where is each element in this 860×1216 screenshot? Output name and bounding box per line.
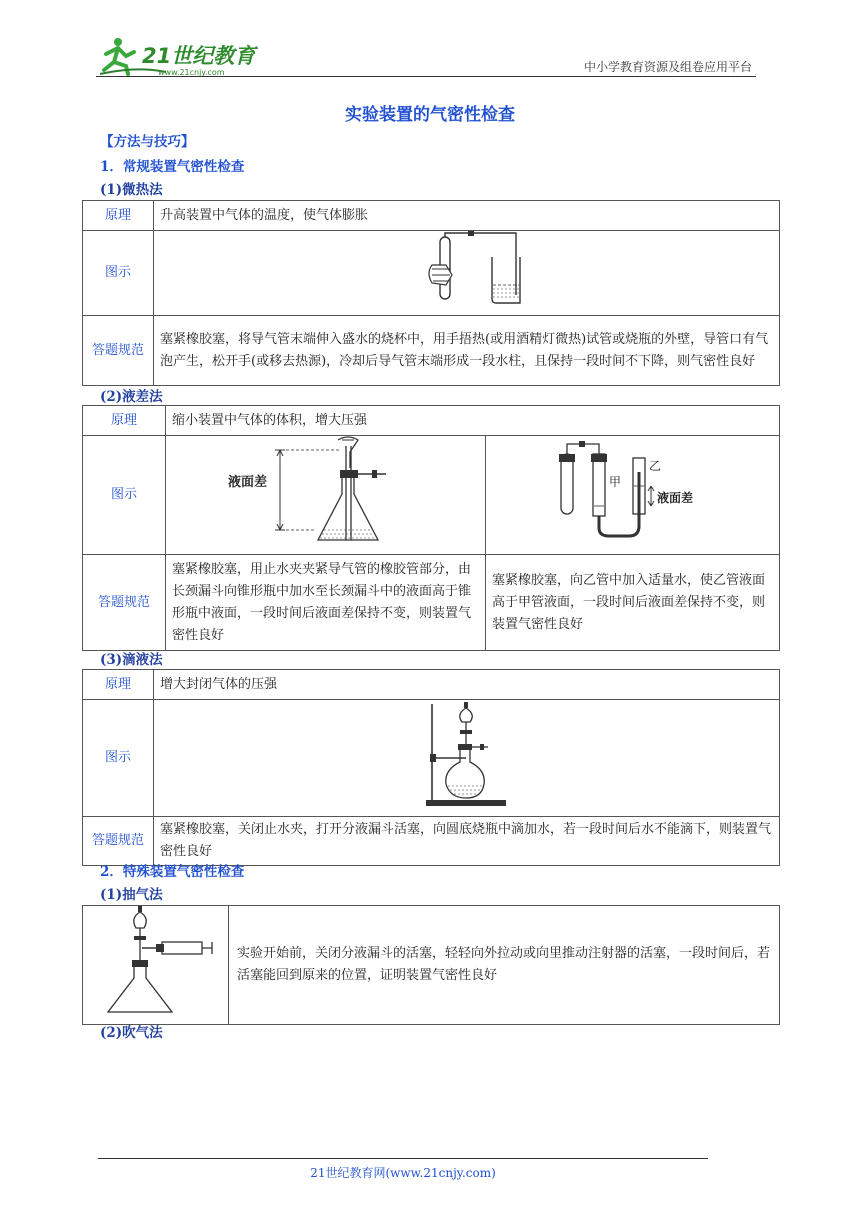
drip-apparatus-diagram — [422, 700, 512, 808]
drip-figure — [154, 700, 780, 817]
figure-header: 图示 — [83, 436, 166, 555]
syringe-flask-diagram — [96, 906, 216, 1016]
logo-url: www.21cnjy.com — [158, 68, 225, 77]
footer-text: 21世纪教育网(www.21cnjy.com) — [310, 1166, 496, 1180]
drip-table — [82, 669, 780, 866]
micro-heat-table — [82, 200, 780, 386]
answer-header: 答题规范 — [83, 316, 154, 386]
funnel-flask-diagram — [226, 436, 426, 546]
figure-header: 图示 — [83, 231, 154, 316]
section2-title: 2．特殊装置气密性检查 — [100, 864, 245, 880]
u-tube-figure — [486, 436, 780, 555]
principle-header: 原理 — [83, 201, 154, 231]
page-header — [96, 32, 756, 80]
logo-text: 21世纪教育 — [142, 44, 256, 68]
liquid-diff-text-right: 液面差 — [656, 491, 693, 505]
principle-header: 原理 — [83, 670, 154, 700]
pump-label: (1)抽气法 — [100, 887, 163, 903]
blow-label: (2)吹气法 — [100, 1025, 163, 1041]
micro-heat-label: (1)微热法 — [100, 182, 163, 198]
micro-heat-figure — [154, 231, 780, 316]
u-tube-diagram — [553, 436, 713, 546]
micro-heat-apparatus-diagram — [412, 231, 522, 307]
pump-text: 实验开始前，关闭分液漏斗的活塞，轻轻向外拉动或向里推动注射器的活塞，一段时间后，若活塞能回到原来的位置，证明装置气密性良好 — [229, 906, 780, 1025]
tube-jia-label: 甲 — [608, 475, 621, 489]
footer-rule — [98, 1158, 708, 1159]
answer-header: 答题规范 — [83, 817, 154, 866]
principle-text: 增大封闭气体的压强 — [154, 670, 780, 700]
liquid-diff-table — [82, 405, 780, 651]
figure-header: 图示 — [83, 700, 154, 817]
pump-table — [82, 905, 780, 1025]
answer-header: 答题规范 — [83, 555, 166, 651]
principle-header: 原理 — [83, 406, 166, 436]
funnel-flask-figure — [166, 436, 486, 555]
platform-name: 中小学教育资源及组卷应用平台 — [583, 60, 752, 74]
logo — [96, 34, 266, 78]
answer-text: 塞紧橡胶塞，关闭止水夹，打开分液漏斗活塞，向圆底烧瓶中滴加水，若一段时间后水不能滴下，则装置气密性良好 — [154, 817, 780, 866]
header-rule — [96, 76, 756, 77]
liquid-diff-label: (2)液差法 — [100, 389, 163, 405]
principle-text: 缩小装置中气体的体积，增大压强 — [166, 406, 780, 436]
liquid-diff-text-left: 液面差 — [227, 475, 267, 490]
answer-text-left: 塞紧橡胶塞，用止水夹夹紧导气管的橡胶管部分，由长颈漏斗向锥形瓶中加水至长颈漏斗中的液面高于锥形瓶中液面，一段时间后液面差保持不变，则装置气密性良好 — [166, 555, 486, 651]
answer-text: 塞紧橡胶塞，将导气管末端伸入盛水的烧杯中，用手捂热(或用酒精灯微热)试管或烧瓶的外壁，导管口有气泡产生，松开手(或移去热源)，冷却后导气管末端形成一段水柱，且保持一段时间不下降，则气密性良好 — [154, 316, 780, 386]
method-heading: 【方法与技巧】 — [100, 134, 195, 150]
answer-text-right: 塞紧橡胶塞，向乙管中加入适量水，使乙管液面高于甲管液面，一段时间后液面差保持不变，则装置气密性良好 — [486, 555, 780, 651]
section1-title: 1．常规装置气密性检查 — [100, 159, 245, 175]
tube-yi-label: 乙 — [648, 459, 661, 473]
drip-label: (3)滴液法 — [100, 652, 163, 668]
pump-figure — [83, 906, 229, 1025]
page-title: 实验装置的气密性检查 — [345, 105, 515, 125]
principle-text: 升高装置中气体的温度，使气体膨胀 — [154, 201, 780, 231]
